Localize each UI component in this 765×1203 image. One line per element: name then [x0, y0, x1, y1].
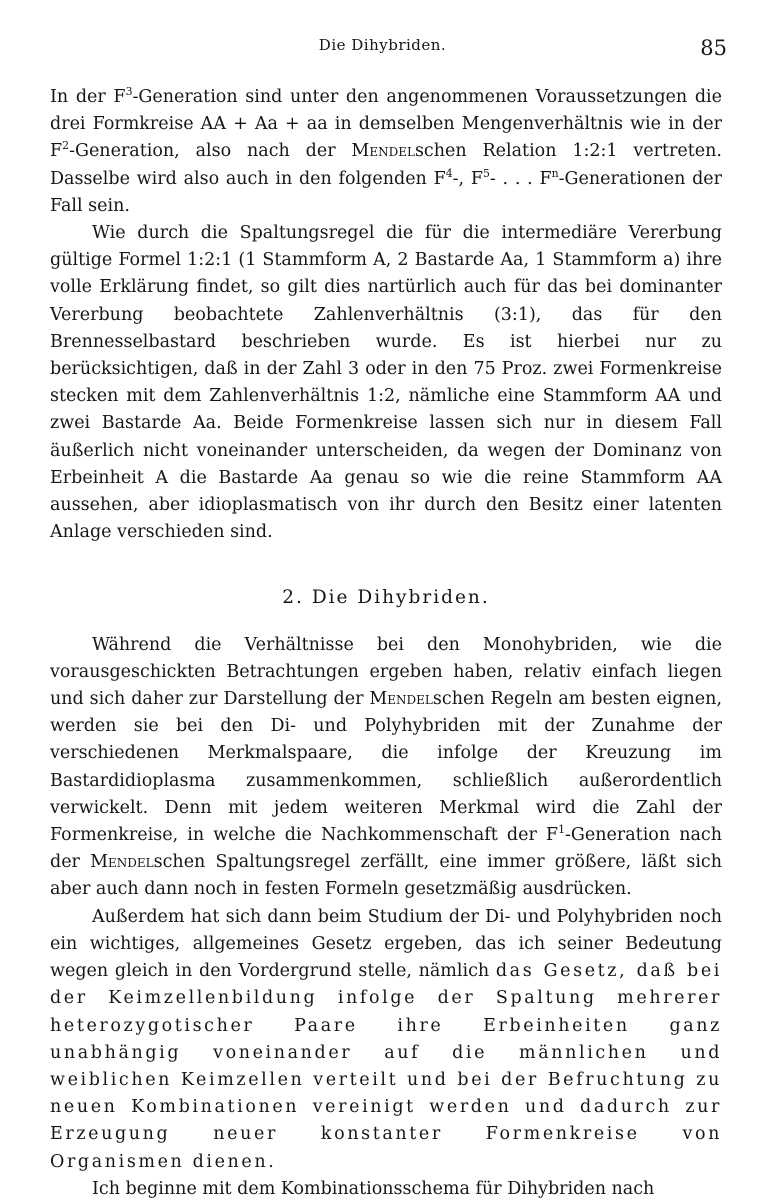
text-run: -Generation nach der: [50, 825, 722, 873]
section-heading: 2. Die Dihybriden.: [282, 587, 490, 609]
text-run: schen Regeln am besten eignen, werden sie bei den Di- und Polyhybriden mit der Zunahme der verschiedenen Merkmalspaare, die infolge der Kreuzung im Bastardidioplasma zusammenkommen, schließlich außerordentlich verwickelt. Denn mit jedem weiteren Merkmal wird die Zahl der Formenkreise, in welche die Nachkommenschaft der F: [50, 689, 723, 846]
superscript: 3: [125, 85, 133, 99]
running-head: [0, 34, 765, 62]
page-number: 85: [700, 36, 727, 60]
text-run: -Generation sind unter den angenommenen Voraussetzungen die drei Formkreise AA + Aa + aa in demselben Mengenverhältnis wie in der F: [50, 87, 722, 162]
paragraph-gesetz: [50, 904, 722, 1176]
text-run: Während die Verhältnisse bei den Monohybriden, wie die vorausgeschickten Betrachtungen ergeben haben, relativ einfach liegen und sich daher zur Darstellung der: [50, 634, 722, 710]
text-run: schen Spaltungsregel zerfällt, eine immer größere, läßt sich aber auch dann noch in festen Formeln gesetzmäßig ausdrücken.: [50, 852, 722, 900]
superscript: n: [551, 166, 559, 180]
text-run: schen Relation 1:2:1 vertreten. Dasselbe wird also auch in den folgenden F: [50, 141, 722, 189]
superscript: 1: [558, 823, 565, 837]
emphasized-law: das Gesetz, daß bei der Keimzellenbildung infolge der Spaltung mehrerer heterozygotischer Paare ihre Erbeinheiten ganz unabhängig voneinander auf die männlichen und weiblichen Keimzellen verteilt und bei der Befruchtung zu neuen Kombinationen vereinigt werden und dadurch zur Erzeugung neuer konstanter Formenkreise von Organismen dienen.: [50, 961, 722, 1172]
superscript: 5: [483, 166, 490, 180]
author-name-mendel: Mendel: [369, 689, 433, 710]
text-run: -Generation, also nach der: [69, 141, 352, 162]
paragraph-kombinationsschema: Ich beginne mit dem Kombinationsschema für Dihybriden nach: [92, 1178, 655, 1199]
paragraph-f3-generation: [50, 84, 722, 220]
paragraph-monohybriden: [50, 632, 722, 904]
text-run: -Generationen der Fall sein.: [50, 168, 723, 216]
page-body: [50, 84, 722, 1203]
text-run: -, F: [452, 168, 483, 189]
superscript: 4: [445, 166, 453, 180]
paragraph-spaltungsregel: Wie durch die Spaltungsregel die für die intermediäre Vererbung gültige Formel 1:2:1 (1 Stammform A, 2 Bastarde Aa, 1 Stammform a) ihre volle Erklärung findet, so gilt dies nartürlich auch für das bei dominanter Vererbung beobachtete Zahlenverhältnis (3:1), das für den Brennesselbastard beschrieben wurde. Es ist hierbei nur zu berücksichtigen, daß in der Zahl 3 oder in den 75 Proz. zwei Formenkreise stecken mit dem Zahlenverhältnis 1:2, nämliche eine Stammform AA und zwei Bastarde Aa. Beide Formenkreise lassen sich nur in diesem Fall äußerlich nicht voneinander unterscheiden, da wegen der Dominanz von Erbeinheit A die Bastarde Aa genau so wie die reine Stammform AA aussehen, aber idioplasmatisch von ihr durch den Besitz einer latenten Anlage verschieden sind.: [50, 223, 722, 543]
text-run: Außerdem hat sich dann beim Studium der Di- und Polyhybriden noch ein wichtiges, allgemeines Gesetz ergeben, das ich seiner Bedeutung wegen gleich in den Vordergrund stelle, nämlich: [50, 906, 722, 982]
author-name-mendel: Mendel: [90, 852, 154, 873]
author-name-mendel: Mendel: [351, 141, 415, 162]
text-run: In der F: [50, 87, 126, 107]
superscript: 2: [62, 139, 70, 153]
text-run: - . . . F: [489, 168, 552, 189]
running-head-title: Die Dihybriden.: [318, 36, 447, 54]
